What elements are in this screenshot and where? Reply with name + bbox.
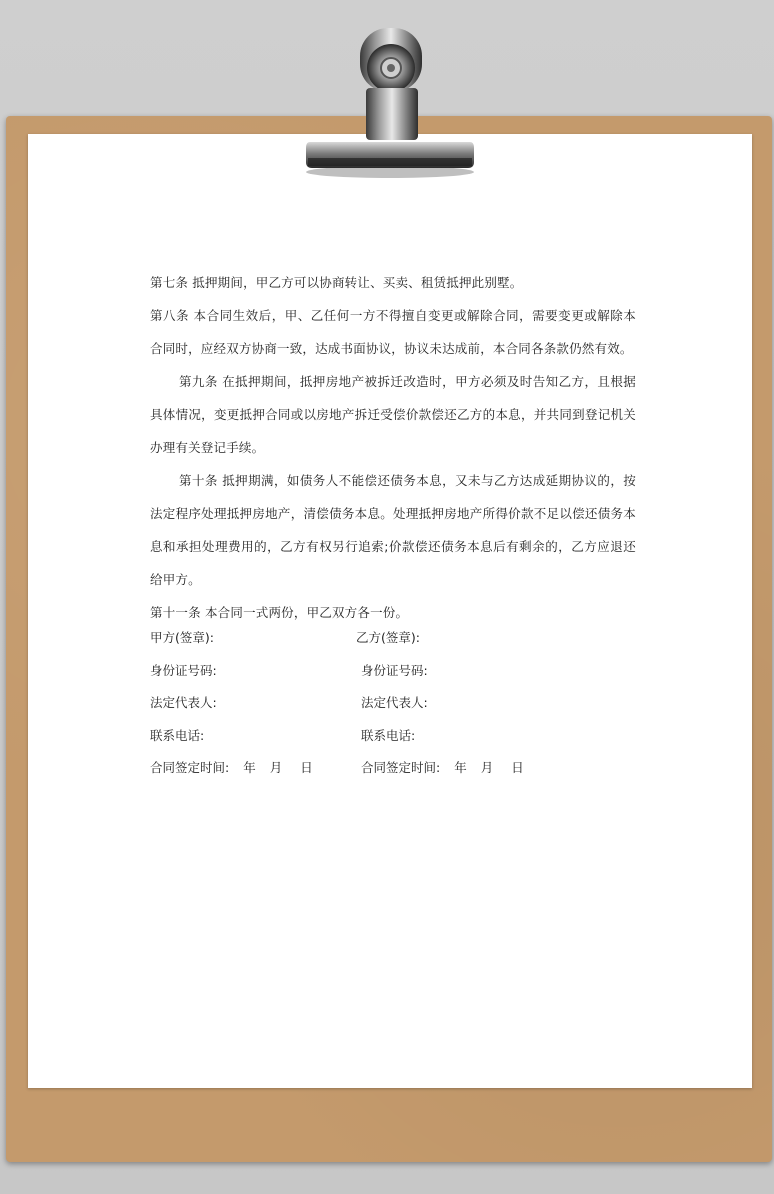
party-b-seal-label: 乙方(签章): — [356, 630, 420, 645]
party-a-seal-label: 甲方(签章): — [150, 630, 214, 645]
party-a-phone-label: 联系电话: — [150, 727, 205, 743]
party-a-id-label: 身份证号码: — [150, 662, 217, 678]
party-a-date-label: 合同签定时间: — [150, 760, 230, 775]
article-8: 第八条 本合同生效后，甲、乙任何一方不得擅自变更或解除合同，需要变更或解除本合同时，应经双方协商一致，达成书面协议，协议未达成前，本合同各条款仍然有效。 — [150, 308, 636, 356]
party-a-legal-rep-label: 法定代表人: — [150, 695, 217, 710]
article-9: 第九条 在抵押期间，抵押房地产被拆迁改造时，甲方必须及时告知乙方，且根据具体情况，变更抵押合同或以房地产拆迁受偿价款偿还乙方的本息，并共同到登记机关办理有关登记手续。 — [150, 374, 636, 455]
party-b-day-label: 日 — [511, 760, 524, 775]
signature-row-date — [150, 752, 630, 785]
party-b-id-label: 身份证号码: — [361, 662, 428, 678]
signature-row-seal — [150, 622, 630, 655]
article-7: 第七条 抵押期间，甲乙方可以协商转让、买卖、租赁抵押此别墅。 — [150, 275, 523, 290]
binder-clip-icon — [300, 22, 478, 180]
article-11: 第十一条 本合同一式两份，甲乙双方各一份。 — [150, 605, 409, 620]
binder-clip-graphic — [300, 22, 478, 180]
article-10: 第十条 抵押期满，如债务人不能偿还债务本息，又未与乙方达成延期协议的，按法定程序处理抵押房地产，清偿债务本息。处理抵押房地产所得价款不足以偿还债务本息和承担处理费用的，乙方有权另行追索;价款偿还债务本息后有剩余的，乙方应退还给甲方。 — [150, 473, 636, 587]
party-a-day-label: 日 — [300, 760, 313, 775]
signature-block — [150, 622, 630, 785]
party-a-year-label: 年 — [243, 760, 256, 775]
party-b-date-label: 合同签定时间: — [361, 760, 441, 775]
party-a-month-label: 月 — [269, 760, 283, 775]
party-b-phone-label: 联系电话: — [361, 727, 416, 743]
party-b-year-label: 年 — [454, 760, 467, 775]
party-b-date — [361, 752, 524, 785]
signature-row-id — [150, 655, 630, 688]
contract-body — [150, 266, 636, 629]
signature-row-legal-rep — [150, 687, 630, 720]
signature-row-phone — [150, 720, 630, 753]
party-b-legal-rep-label: 法定代表人: — [361, 695, 428, 710]
party-a-date — [150, 752, 313, 785]
party-b-month-label: 月 — [480, 760, 494, 775]
